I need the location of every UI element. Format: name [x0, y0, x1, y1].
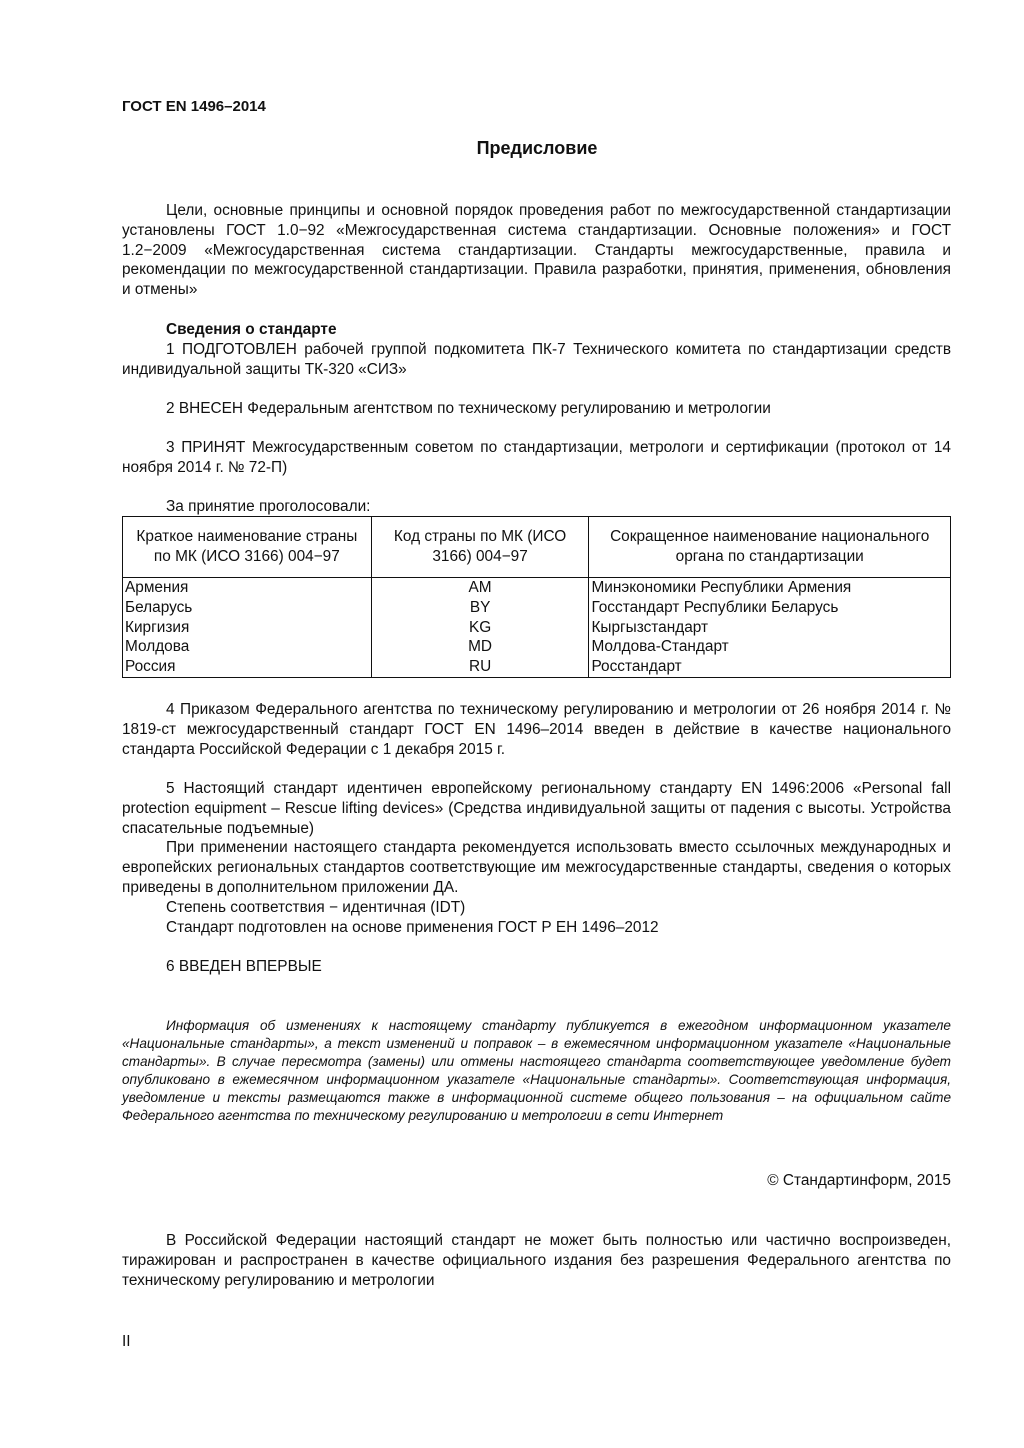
cell-country: Киргизия [123, 618, 372, 638]
rights-notice-text: В Российской Федерации настоящий стандарт не может быть полностью или частично воспроизведен, тиражирован и распространен в качестве официального издания без разрешения Федерального агентства по техническому регулированию и метрологии [122, 1232, 951, 1289]
cell-country: Россия [123, 657, 372, 677]
cell-body: Кыргызстандарт [589, 618, 951, 638]
standard-code: ГОСТ EN 1496–2014 [122, 98, 266, 115]
item-2: 2 ВНЕСЕН Федеральным агентством по техническому регулированию и метрологии [166, 400, 771, 417]
item-5-paragraph-4: Стандарт подготовлен на основе применения ГОСТ Р ЕН 1496–2012 [166, 918, 659, 936]
cell-country: Армения [123, 578, 372, 598]
cell-code: RU [371, 657, 589, 677]
rights-notice [122, 1231, 951, 1290]
table-row [123, 657, 951, 677]
header-code: Код страны по МК (ИСО 3166) 004−97 [371, 517, 589, 578]
item-3 [122, 438, 951, 478]
item-5-text: 5 Настоящий стандарт идентичен европейскому региональному стандарту EN 1496:2006 «Personal fall protection equipment – Rescue lifting devices» (Средства индивидуальной защиты от падения с высоты. Устройства спасательные подъемные) [122, 780, 951, 837]
cell-body: Минэкономики Республики Армения [589, 578, 951, 598]
item-6: 6 ВВЕДЕН ВПЕРВЫЕ [166, 958, 322, 975]
item-1-text: 1 ПОДГОТОВЛЕН рабочей группой подкомитета ПК-7 Технического комитета по стандартизации средств индивидуальной защиты ТК-320 «СИЗ» [122, 341, 951, 378]
change-notice [122, 1017, 951, 1125]
item-3-text: 3 ПРИНЯТ Межгосударственным советом по стандартизации, метрологи и сертификации (протокол от 14 ноября 2014 г. № 72-П) [122, 439, 951, 476]
item-5-paragraph-2: При применении настоящего стандарта рекомендуется использовать вместо ссылочных международных и европейских региональных стандартов соответствующие им межгосударственные стандарты, сведения о которых приведены в дополнительном приложении ДА. [122, 839, 951, 896]
cell-code: AM [371, 578, 589, 598]
item-1 [122, 340, 951, 380]
table-row [123, 598, 951, 618]
cell-country: Беларусь [123, 598, 372, 618]
info-heading: Сведения о стандарте [166, 321, 337, 338]
table-row [123, 618, 951, 638]
cell-body: Госстандарт Республики Беларусь [589, 598, 951, 618]
cell-code: BY [371, 598, 589, 618]
intro-text: Цели, основные принципы и основной порядок проведения работ по межгосударственной стандартизации установлены ГОСТ 1.0−92 «Межгосударственная система стандартизации. Основные положения» и ГОСТ 1.2−2009 «Межгосударственная система стандартизации. Стандарты межгосударственные, правила и рекомендации по межгосударственной стандартизации. Правила разработки, принятия, применения, обновления и отмены» [122, 202, 951, 299]
item-5 [122, 779, 951, 937]
cell-code: KG [371, 618, 589, 638]
table-header-row [123, 517, 951, 578]
header-body: Сокращенное наименование национального органа по стандартизации [589, 517, 951, 578]
item-5-paragraph-3: Степень соответствия − идентичная (IDT) [166, 898, 466, 916]
item-4 [122, 700, 951, 759]
page-title: Предисловие [476, 138, 598, 158]
change-notice-text: Информация об изменениях к настоящему стандарту публикуется в ежегодном информационном указателе «Национальные стандарты», а текст изменений и поправок – в ежемесячном информационном указателе «Национальные стандарты». В случае пересмотра (замены) или отмены настоящего стандарта соответствующее уведомление будет опубликовано в ежемесячном информационном указателе «Национальные стандарты». Соответствующая информация, уведомление и тексты размещаются также в информационной системе общего пользования – на официальном сайте Федерального агентства по техническому регулированию и метрологии в сети Интернет [122, 1018, 951, 1123]
cell-country: Молдова [123, 637, 372, 657]
vote-caption: За принятие проголосовали: [166, 498, 371, 515]
cell-body: Молдова-Стандарт [589, 637, 951, 657]
votes-table [122, 516, 951, 678]
table-row [123, 637, 951, 657]
cell-body: Росстандарт [589, 657, 951, 677]
header-country: Краткое наименование страны по МК (ИСО 3166) 004−97 [123, 517, 372, 578]
table-row [123, 578, 951, 598]
page-number: II [122, 1333, 131, 1350]
copyright: © Стандартинформ, 2015 [767, 1172, 951, 1189]
item-4-text: 4 Приказом Федерального агентства по техническому регулированию и метрологии от 26 ноября 2014 г. № 1819-ст межгосударственный стандарт ГОСТ EN 1496–2014 введен в действие в качестве национального стандарта Российской Федерации с 1 декабря 2015 г. [122, 701, 951, 758]
cell-code: MD [371, 637, 589, 657]
intro-paragraph [122, 201, 951, 300]
